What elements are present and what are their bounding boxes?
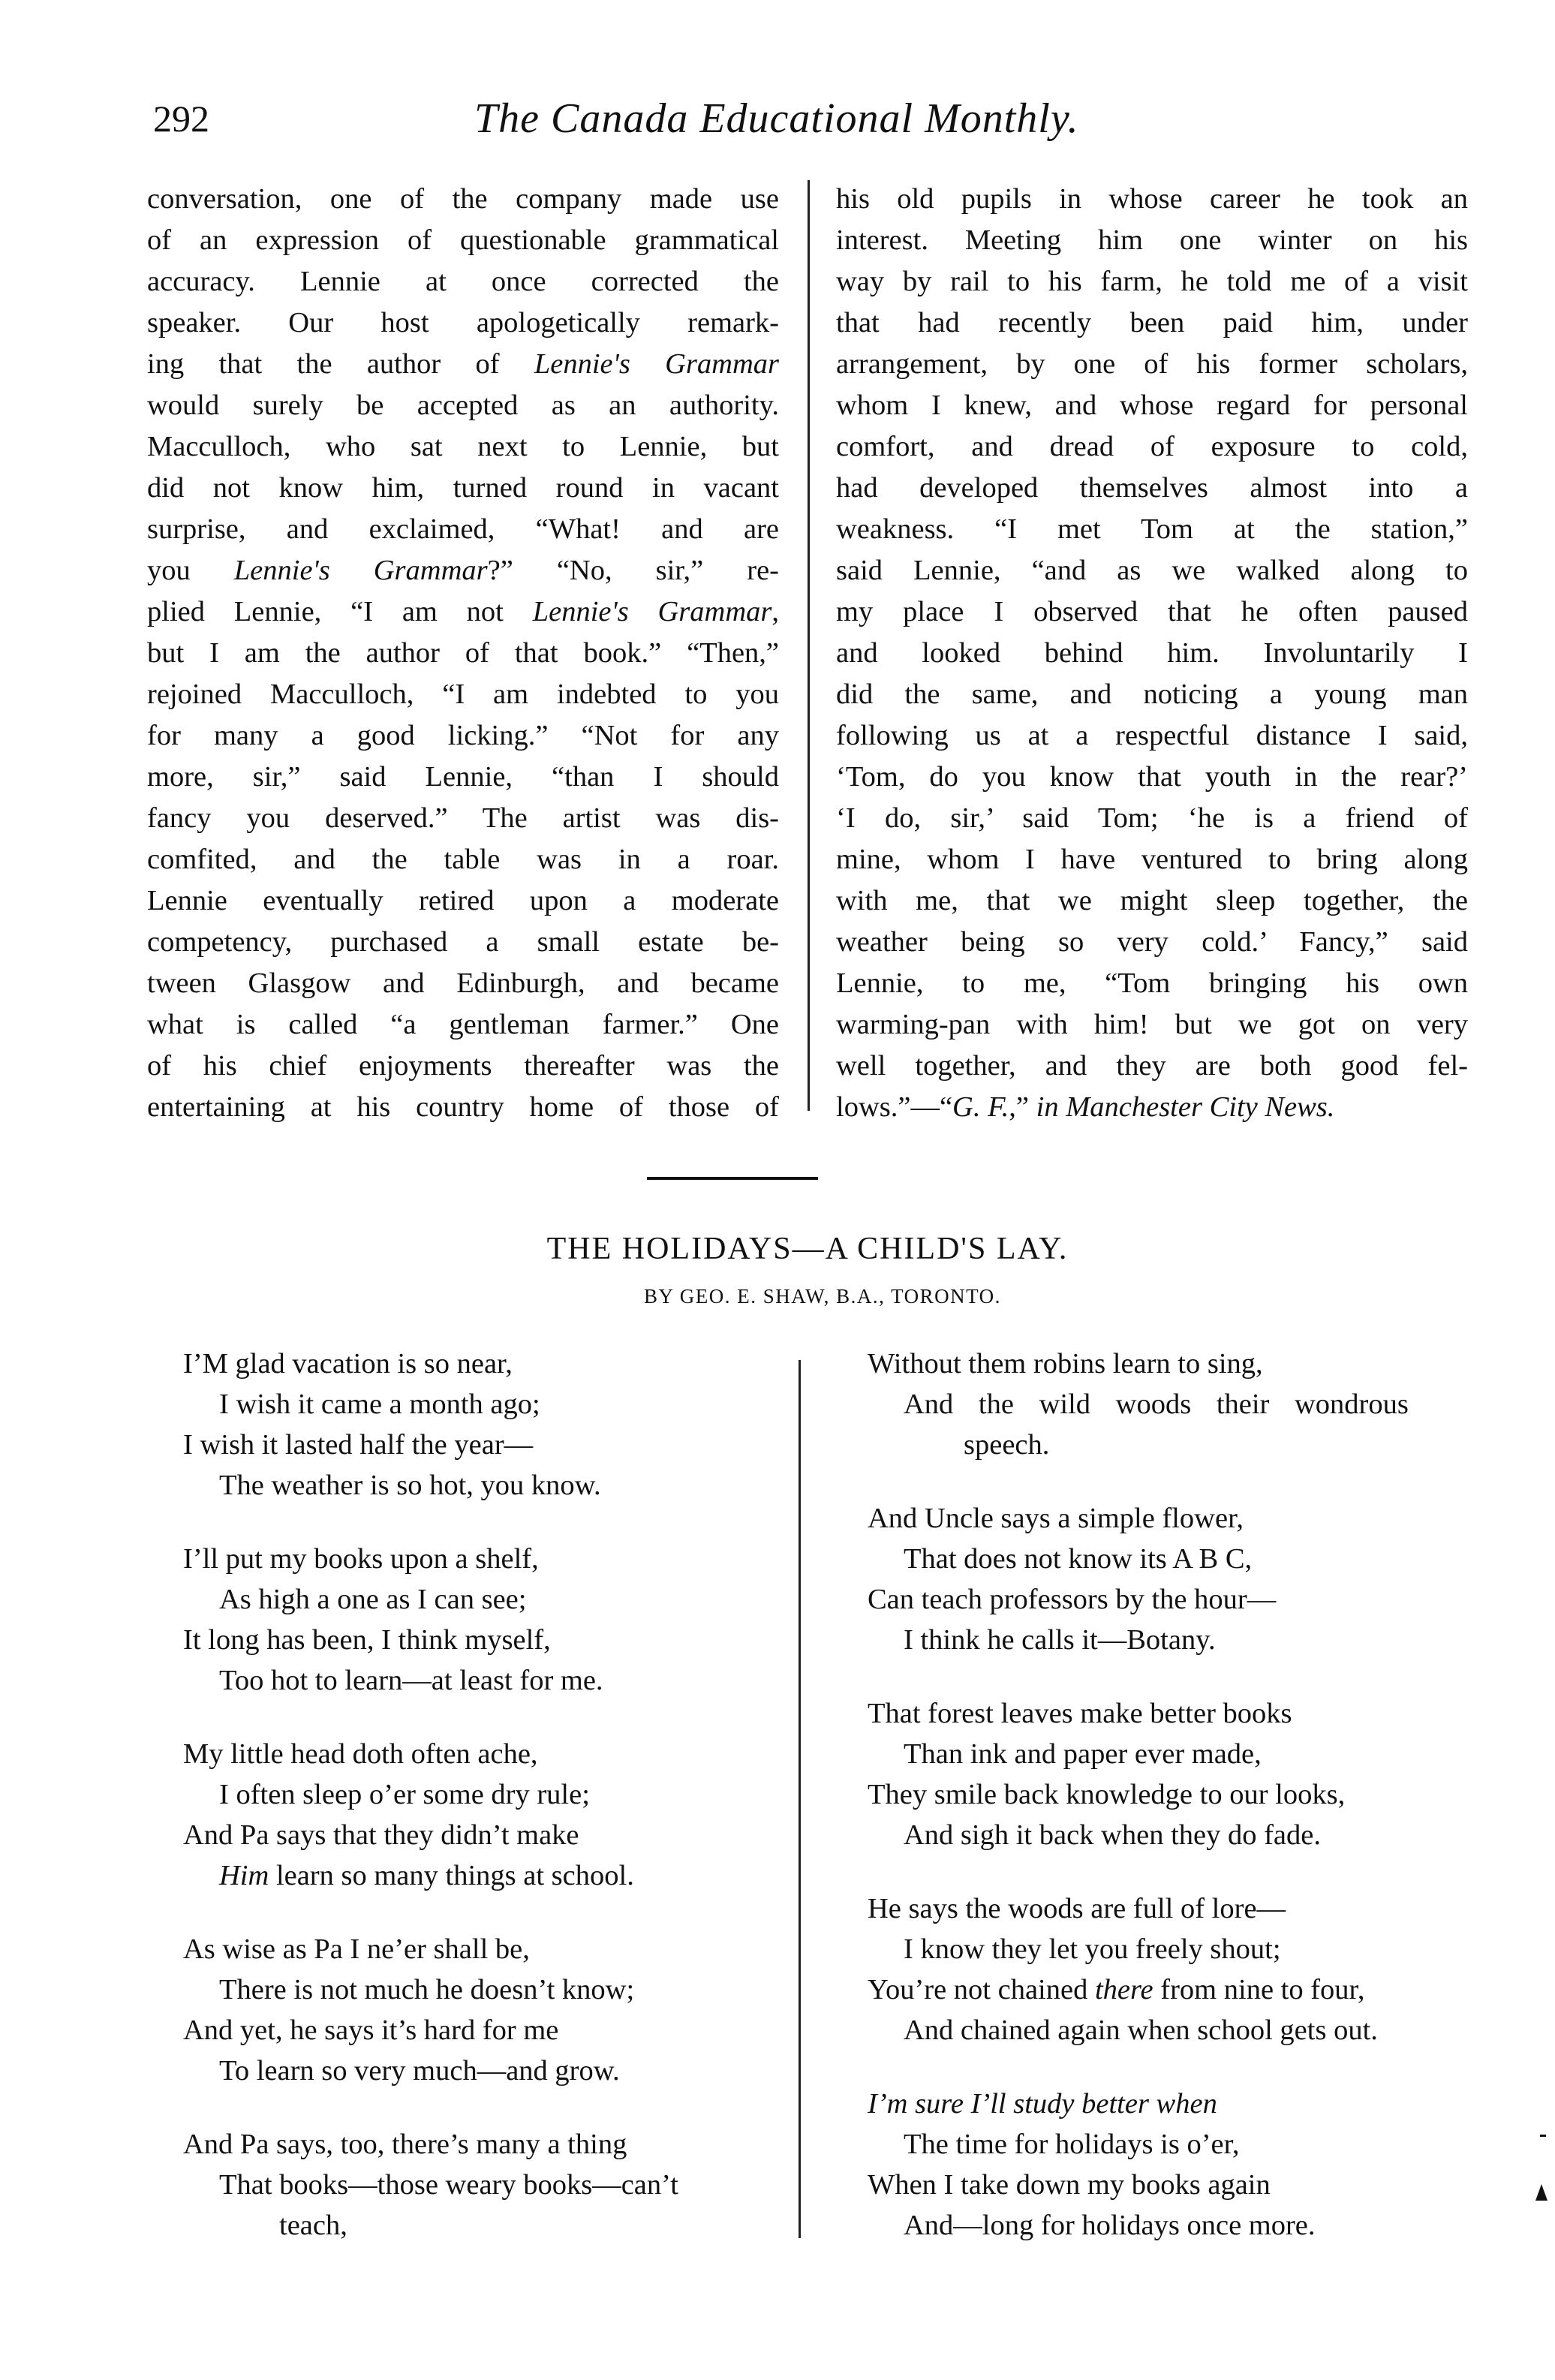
verse: He says the woods are full of lore— bbox=[868, 1893, 1286, 1924]
verse: And Pa says that they didn’t make bbox=[183, 1819, 579, 1851]
verse: And Uncle says a simple flower, bbox=[868, 1503, 1244, 1534]
journal-title: The Canada Educational Monthly. bbox=[474, 95, 1079, 142]
poem-left-column bbox=[183, 1343, 799, 2279]
article-line: said Lennie, “and as we walked along to bbox=[836, 555, 1468, 586]
stanza bbox=[183, 1539, 799, 1701]
verse: And Pa says, too, there’s many a thing bbox=[183, 2129, 627, 2160]
verse: Too hot to learn—at least for me. bbox=[219, 1665, 603, 1696]
verse-text: learn so many things at school. bbox=[275, 1860, 634, 1891]
article-line: weakness. “I met Tom at the station,” bbox=[836, 513, 1468, 545]
article-line: tween Glasgow and Edinburgh, and became bbox=[147, 967, 779, 999]
verse: My little head doth often ache, bbox=[183, 1738, 538, 1770]
verse: I’ll put my books upon a shelf, bbox=[183, 1543, 539, 1575]
article-line: ‘I do, sir,’ said Tom; ‘he is a friend of bbox=[836, 802, 1468, 834]
poem-title: THE HOLIDAYS—A CHILD'S LAY. bbox=[546, 1232, 1069, 1266]
italic-word: there bbox=[1094, 1974, 1153, 2005]
article-line: plied Lennie, “I am not Lennie's Grammar, bbox=[147, 596, 779, 627]
verse: As wise as Pa I ne’er shall be, bbox=[183, 1933, 530, 1965]
article-line: Lennie, to me, “Tom bringing his own bbox=[836, 967, 1468, 999]
article-line: following us at a respectful distance I said, bbox=[836, 720, 1468, 751]
verse: speech. bbox=[964, 1429, 1050, 1461]
stanza bbox=[868, 2084, 1483, 2246]
verse: Than ink and paper ever made, bbox=[904, 1738, 1262, 1770]
article-line: what is called “a gentleman farmer.” One bbox=[147, 1009, 779, 1040]
verse: And sigh it back when they do fade. bbox=[904, 1819, 1321, 1851]
article-line: whom I knew, and whose regard for personal bbox=[836, 390, 1468, 421]
italic-title: Lennie's Grammar bbox=[532, 596, 772, 627]
article-line: had developed themselves almost into a bbox=[836, 472, 1468, 504]
article-line: would surely be accepted as an authority. bbox=[147, 390, 779, 421]
article-line: and looked behind him. Involuntarily I bbox=[836, 637, 1468, 669]
article-line: did not know him, turned round in vacant bbox=[147, 472, 779, 504]
verse-text: You’re not chained bbox=[868, 1974, 1095, 2005]
verse: I often sleep o’er some dry rule; bbox=[219, 1779, 590, 1810]
margin-mark-dash bbox=[1540, 2135, 1546, 2137]
article-line: arrangement, by one of his former scholars, bbox=[836, 348, 1468, 380]
article-line: speaker. Our host apologetically remark- bbox=[147, 307, 779, 338]
verse: And chained again when school gets out. bbox=[904, 2014, 1378, 2046]
article-line: for many a good licking.” “Not for any bbox=[147, 720, 779, 751]
verse: Without them robins learn to sing, bbox=[868, 1348, 1263, 1380]
running-head bbox=[153, 89, 1474, 149]
verse: Can teach professors by the hour— bbox=[868, 1584, 1277, 1615]
stanza bbox=[183, 1343, 799, 1506]
article-line: conversation, one of the company made use bbox=[147, 183, 779, 215]
verse: I’M glad vacation is so near, bbox=[183, 1348, 513, 1380]
column-divider bbox=[808, 180, 810, 1111]
verse: I wish it came a month ago; bbox=[219, 1389, 540, 1420]
article-line: did the same, and noticing a young man bbox=[836, 678, 1468, 710]
verse: To learn so very much—and grow. bbox=[219, 2055, 620, 2087]
article-line: Macculloch, who sat next to Lennie, but bbox=[147, 431, 779, 462]
verse: The weather is so hot, you know. bbox=[219, 1470, 601, 1501]
verse: And the wild woods their wondrous bbox=[904, 1389, 1409, 1420]
verse-text: from nine to four, bbox=[1153, 1974, 1365, 2005]
article-line: entertaining at his country home of those of bbox=[147, 1091, 779, 1123]
verse: It long has been, I think myself, bbox=[183, 1624, 551, 1656]
closing-text: lows.” bbox=[836, 1091, 911, 1123]
verse: That books—those weary books—can’t bbox=[219, 2169, 678, 2201]
verse bbox=[183, 1855, 799, 1896]
article-line: ing that the author of Lennie's Grammar bbox=[147, 348, 779, 380]
article-line: you Lennie's Grammar?” “No, sir,” re- bbox=[147, 555, 779, 586]
stanza bbox=[868, 1693, 1483, 1855]
verse: The time for holidays is o’er, bbox=[904, 2129, 1240, 2160]
article-line: warming-pan with him! but we got on very bbox=[836, 1009, 1468, 1040]
article-line: competency, purchased a small estate be- bbox=[147, 926, 779, 958]
verse: I wish it lasted half the year— bbox=[183, 1429, 534, 1461]
poem-byline: BY GEO. E. SHAW, B.A., TORONTO. bbox=[644, 1285, 1001, 1307]
verse: teach, bbox=[279, 2210, 347, 2241]
article-line: interest. Meeting him one winter on his bbox=[836, 224, 1468, 256]
article-left-column bbox=[147, 179, 779, 1128]
verse: I’m sure I’ll study better when bbox=[868, 2088, 1217, 2120]
italic-title: Lennie's Grammar bbox=[233, 555, 488, 586]
article-line: rejoined Macculloch, “I am indebted to you bbox=[147, 678, 779, 710]
article-line: his old pupils in whose career he took an bbox=[836, 183, 1468, 215]
article-line: that had recently been paid him, under bbox=[836, 307, 1468, 338]
poem-right-column bbox=[868, 1343, 1483, 2279]
verse: And yet, he says it’s hard for me bbox=[183, 2014, 559, 2046]
article-line: surprise, and exclaimed, “What! and are bbox=[147, 513, 779, 545]
article-line: Lennie eventually retired upon a moderate bbox=[147, 885, 779, 916]
article-line: comfort, and dread of exposure to cold, bbox=[836, 431, 1468, 462]
stanza bbox=[868, 1498, 1483, 1660]
article-line: fancy you deserved.” The artist was dis- bbox=[147, 802, 779, 834]
stanza bbox=[868, 1888, 1483, 2051]
article-line: mine, whom I have ventured to bring along bbox=[836, 844, 1468, 875]
italic-title: Lennie's Grammar bbox=[534, 348, 779, 380]
verse: When I take down my books again bbox=[868, 2169, 1271, 2201]
page-number: 292 bbox=[153, 98, 209, 140]
article-line: of an expression of questionable grammatical bbox=[147, 224, 779, 256]
attribution-mid: ,” bbox=[1009, 1091, 1036, 1123]
verse bbox=[868, 1969, 1483, 2010]
margin-mark-icon bbox=[1535, 2184, 1547, 2201]
italic-word: Him bbox=[219, 1860, 269, 1891]
stanza bbox=[183, 1734, 799, 1896]
attribution-prefix: —“ bbox=[910, 1091, 953, 1123]
article-line: more, sir,” said Lennie, “than I should bbox=[147, 761, 779, 793]
verse: They smile back knowledge to our looks, bbox=[868, 1779, 1346, 1810]
attribution-source: in Manchester City News. bbox=[1036, 1091, 1335, 1123]
verse: As high a one as I can see; bbox=[219, 1584, 527, 1615]
attribution-initials: G. F. bbox=[952, 1091, 1009, 1123]
verse: That does not know its A B C, bbox=[904, 1543, 1253, 1575]
verse: There is not much he doesn’t know; bbox=[219, 1974, 635, 2005]
article-line: accuracy. Lennie at once corrected the bbox=[147, 266, 779, 297]
stanza bbox=[183, 2124, 799, 2246]
verse: I know they let you freely shout; bbox=[904, 1933, 1281, 1965]
article-line: weather being so very cold.’ Fancy,” said bbox=[836, 926, 1468, 958]
section-divider bbox=[647, 1177, 818, 1180]
stanza bbox=[868, 1343, 1483, 1465]
verse: And—long for holidays once more. bbox=[904, 2210, 1316, 2241]
article-attribution-line bbox=[836, 1087, 1468, 1128]
verse: That forest leaves make better books bbox=[868, 1698, 1292, 1729]
verse: I think he calls it—Botany. bbox=[904, 1624, 1216, 1656]
stanza bbox=[183, 1929, 799, 2091]
poem-column-divider bbox=[799, 1360, 801, 2238]
article-line: way by rail to his farm, he told me of a visit bbox=[836, 266, 1468, 297]
article-line: ‘Tom, do you know that youth in the rear?’ bbox=[836, 761, 1468, 793]
article-line: with me, that we might sleep together, the bbox=[836, 885, 1468, 916]
article-line: of his chief enjoyments thereafter was the bbox=[147, 1050, 779, 1082]
article-line: comfited, and the table was in a roar. bbox=[147, 844, 779, 875]
article-line: well together, and they are both good fel- bbox=[836, 1050, 1468, 1082]
article-right-column bbox=[836, 179, 1468, 1128]
article-line: my place I observed that he often paused bbox=[836, 596, 1468, 627]
article-line: but I am the author of that book.” “Then,” bbox=[147, 637, 779, 669]
